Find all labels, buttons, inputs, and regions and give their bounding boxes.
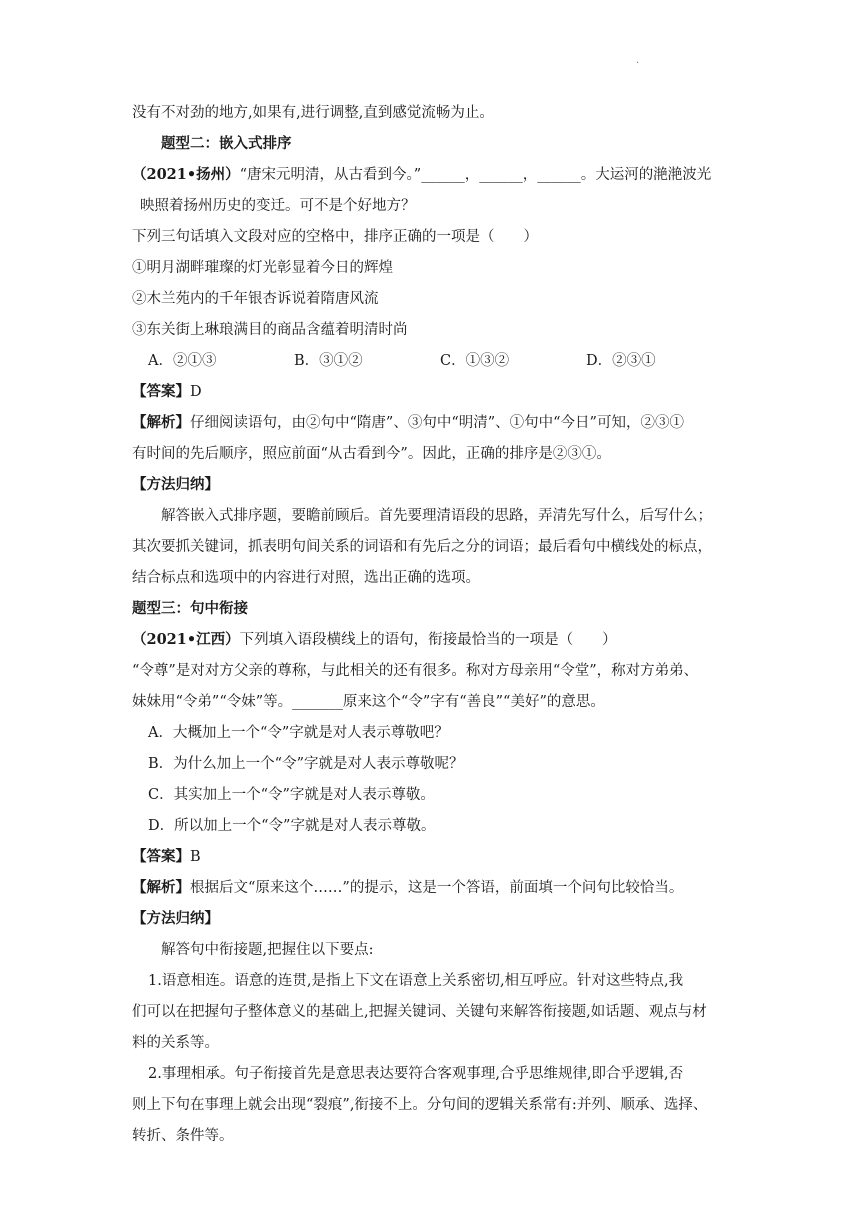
type3-method-label: 【方法归纳】: [132, 910, 219, 927]
intro-line: 没有不对劲的地方,如果有,进行调整,直到感觉流畅为止。: [132, 105, 494, 121]
type3-option-d: D．所以加上一个“令”字就是对人表示尊敬。: [148, 818, 436, 834]
type2-prompt: 下列三句话填入文段对应的空格中，排序正确的一项是（ ）: [132, 229, 538, 245]
type2-heading: 题型二：嵌入式排序: [161, 135, 292, 152]
type2-method-line-3: 结合标点和选项中的内容进行对照，选出正确的选项。: [132, 570, 480, 586]
type2-question-cont: 映照着扬州历史的变迁。可不是个好地方？: [140, 198, 416, 214]
type2-method-label: 【方法归纳】: [132, 476, 219, 493]
type2-method-line-2: 其次要抓关键词，抓表明句间关系的词语和有先后之分的词语；最后看句中横线处的标点，: [132, 539, 712, 555]
type3-answer-value: B: [190, 849, 201, 865]
type2-item-1: ①明月湖畔璀璨的灯光彰显着今日的辉煌: [132, 260, 393, 276]
type3-method-intro: 解答句中衔接题,把握住以下要点:: [161, 942, 374, 958]
type2-source: （2021•扬州）: [132, 166, 240, 183]
type2-analysis: [132, 412, 732, 434]
type2-question-text: “唐宋元明清，从古看到今。”______，______，______。大运河的滟滟波光: [239, 167, 712, 183]
type2-item-3: ③东关街上琳琅满目的商品含蕴着明清时尚: [132, 322, 408, 338]
type3-question: [132, 629, 732, 651]
type3-heading: 题型三：句中衔接: [132, 600, 248, 617]
type3-answer: [132, 846, 732, 868]
type3-point-1-line-2: 们可以在把握句子整体意义的基础上,把握关键词、关键句来解答衔接题,如话题、观点与材: [132, 1004, 707, 1020]
type2-option-b: B．③①②: [294, 353, 363, 369]
type3-point-2-line-2: 则上下句在事理上就会出现“裂痕”,衔接不上。分句间的逻辑关系常有:并列、顺承、选择、: [132, 1097, 708, 1113]
type2-item-2: ②木兰苑内的千年银杏诉说着隋唐风流: [132, 291, 379, 307]
type3-analysis: [132, 877, 732, 899]
type3-question-text: 下列填入语段横线上的语句，衔接最恰当的一项是（ ）: [239, 632, 617, 648]
type3-option-b: B．为什么加上一个“令”字就是对人表示尊敬呢？: [148, 756, 464, 772]
type3-point-1-line-1: 1.语意相连。语意的连贯,是指上下文在语意上关系密切,相互呼应。针对这些特点,我: [148, 973, 684, 989]
type3-point-2-line-3: 转折、条件等。: [132, 1128, 234, 1144]
page-marker: ·: [636, 58, 640, 69]
type2-option-c: C．①③②: [440, 353, 510, 369]
type3-point-1-line-3: 料的关系等。: [132, 1035, 219, 1051]
type3-passage-line-2: 妹妹用“令弟”“令妹”等。_______原来这个“令”字有“善良”“美好”的意思。: [132, 694, 605, 710]
type2-method-line-1: 解答嵌入式排序题，要瞻前顾后。首先要理清语段的思路，弄清先写什么，后写什么；: [161, 508, 712, 524]
type2-answer: [132, 381, 732, 403]
type3-passage-line-1: “令尊”是对对方父亲的尊称，与此相关的还有很多。称对方母亲用“令堂”，称对方弟弟、: [132, 663, 699, 679]
type2-question: [132, 164, 732, 186]
type2-analysis-label: 【解析】: [132, 414, 190, 431]
type2-answer-label: 【答案】: [132, 383, 190, 400]
type2-analysis-text: 仔细阅读语句，由②句中“隋唐”、③句中“明清”、①句中“今日”可知，②③①: [190, 415, 684, 431]
type3-analysis-text: 根据后文“原来这个……”的提示，这是一个答语，前面填一个问句比较恰当。: [190, 880, 684, 896]
type2-answer-value: D: [190, 384, 202, 400]
type3-option-a: A．大概加上一个“令”字就是对人表示尊敬吧？: [148, 725, 449, 741]
type2-options: [132, 350, 732, 372]
type2-option-a: A．②①③: [148, 353, 217, 369]
document-body: [132, 102, 732, 1156]
type3-analysis-label: 【解析】: [132, 879, 190, 896]
type3-answer-label: 【答案】: [132, 848, 190, 865]
type2-option-d: D．②③①: [586, 353, 656, 369]
type3-option-c: C．其实加上一个“令”字就是对人表示尊敬。: [148, 787, 435, 803]
type2-analysis-cont: 有时间的先后顺序，照应前面“从古看到今”。因此，正确的排序是②③①。: [132, 446, 611, 462]
type3-point-2-line-1: 2.事理相承。句子衔接首先是意思表达要符合客观事理,合乎思维规律,即合乎逻辑,否: [148, 1066, 684, 1082]
type3-source: （2021•江西）: [132, 631, 240, 648]
